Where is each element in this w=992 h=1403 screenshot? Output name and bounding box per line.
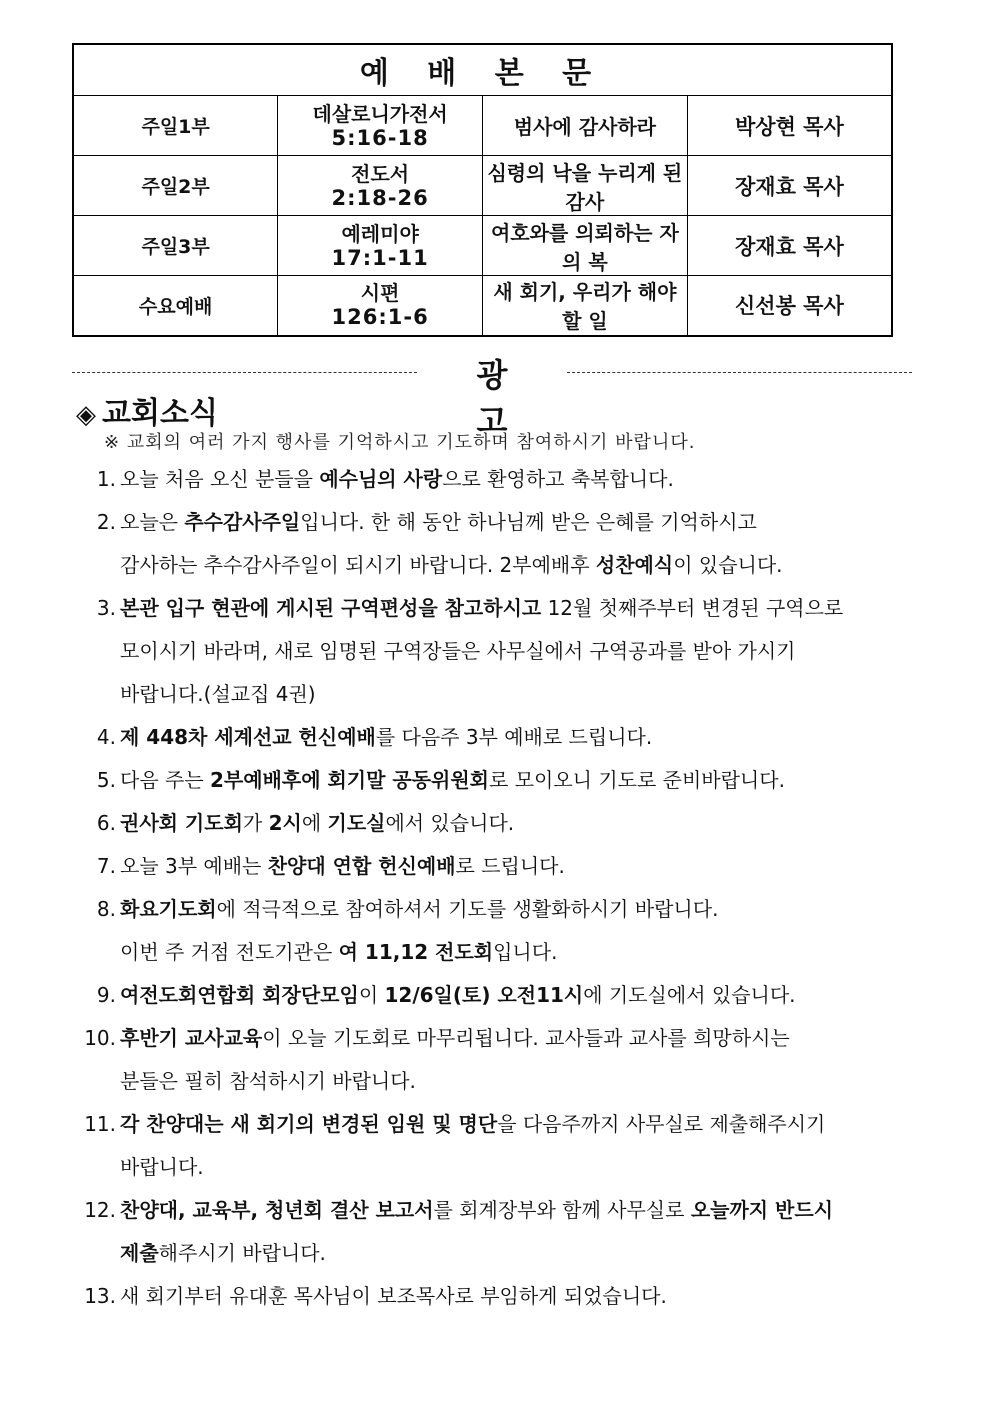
list-item-line <box>120 1060 922 1103</box>
list-item <box>72 458 922 501</box>
section-title: 교회소식 <box>102 396 218 431</box>
list-item-line <box>120 974 922 1017</box>
scripture <box>278 156 483 216</box>
service-name: 주일2부 <box>73 156 278 216</box>
body-text: 입니다. <box>493 940 558 964</box>
list-item-line <box>120 587 922 630</box>
list-item-number: 6. <box>96 811 116 835</box>
list-item <box>72 974 922 1017</box>
body-text: 오늘 3부 예배는 <box>120 854 268 878</box>
service-name: 주일3부 <box>73 216 278 276</box>
list-item <box>72 1103 922 1189</box>
list-item <box>72 587 922 716</box>
table-row <box>73 216 892 276</box>
list-item <box>72 1275 922 1318</box>
body-text: 이 있습니다. <box>673 553 783 577</box>
body-text: 에서 있습니다. <box>385 811 515 835</box>
list-item-number: 13. <box>84 1284 116 1308</box>
list-item-line <box>120 544 922 587</box>
emphasis-text: 예수님의 사랑 <box>319 467 443 491</box>
list-item-number: 1. <box>96 467 116 491</box>
emphasis-text: 여전도회연합회 회장단모임 <box>120 983 359 1007</box>
divider-left <box>72 372 417 373</box>
body-text: 오늘 처음 오신 분들을 <box>120 467 320 491</box>
body-text: 바랍니다.(설교집 4권) <box>120 682 316 706</box>
list-item <box>72 802 922 845</box>
scripture <box>278 216 483 276</box>
emphasis-text: 본관 입구 현관에 게시된 구역편성을 참고하시고 <box>120 596 542 620</box>
list-item-number: 10. <box>84 1026 116 1050</box>
list-item-line <box>120 1275 922 1318</box>
body-text: 으로 환영하고 축복합니다. <box>442 467 674 491</box>
sermon-title: 심령의 낙을 누리게 된 감사 <box>483 156 688 216</box>
pastor-name: 장재효 목사 <box>687 156 892 216</box>
service-name: 주일1부 <box>73 96 278 156</box>
scripture <box>278 276 483 336</box>
table-row <box>73 276 892 336</box>
list-item-line <box>120 845 922 888</box>
emphasis-text: 2부예배후에 회기말 공동위원회 <box>210 768 490 792</box>
scripture-book: 데살로니가전서 <box>312 101 448 126</box>
list-item-line <box>120 1017 922 1060</box>
body-text: 해주시기 바랍니다. <box>158 1241 326 1265</box>
list-item-number: 9. <box>96 983 116 1007</box>
list-item-line <box>120 1189 922 1232</box>
list-item-number: 7. <box>96 854 116 878</box>
diamond-bullet-icon: ◈ <box>76 400 96 430</box>
emphasis-text: 찬양대 연합 헌신예배 <box>267 854 456 878</box>
list-item-line <box>120 630 922 673</box>
body-text: 새 회기부터 유대훈 목사님이 보조목사로 부임하게 되었습니다. <box>120 1284 667 1308</box>
scripture-ref: 126:1-6 <box>331 305 429 330</box>
list-item-number: 12. <box>84 1198 116 1222</box>
emphasis-text: 오늘까지 반드시 <box>690 1198 834 1222</box>
sermon-table <box>72 43 893 337</box>
scripture <box>278 96 483 156</box>
emphasis-text: 2시 <box>268 811 302 835</box>
list-item-line <box>120 1232 922 1275</box>
emphasis-text: 제 448차 세계선교 헌신예배 <box>120 725 376 749</box>
body-text: 감사하는 추수감사주일이 되시기 바랍니다. 2부예배후 <box>120 553 596 577</box>
body-text: 분들은 필히 참석하시기 바랍니다. <box>120 1069 416 1093</box>
scripture-book: 예레미야 <box>341 221 419 246</box>
list-item-line <box>120 802 922 845</box>
list-item <box>72 716 922 759</box>
list-item-line <box>120 888 922 931</box>
list-item <box>72 1189 922 1275</box>
list-item-number: 11. <box>84 1112 116 1136</box>
body-text: 입니다. 한 해 동안 하나님께 받은 은혜를 기억하시고 <box>300 510 757 534</box>
emphasis-text: 찬양대, 교육부, 청년회 결산 보고서 <box>120 1198 434 1222</box>
body-text: 다음 주는 <box>120 768 210 792</box>
list-item-number: 3. <box>96 596 116 620</box>
list-item-line <box>120 458 922 501</box>
sermon-table-title: 예 배 본 문 <box>73 44 892 96</box>
scripture-ref: 17:1-11 <box>331 245 429 270</box>
body-text: 이 오늘 기도회로 마무리됩니다. 교사들과 교사를 희망하시는 <box>262 1026 790 1050</box>
body-text: 바랍니다. <box>120 1155 204 1179</box>
list-item <box>72 759 922 802</box>
emphasis-text: 권사회 기도회 <box>120 811 243 835</box>
list-item <box>72 501 922 587</box>
pastor-name: 신선봉 목사 <box>687 276 892 336</box>
body-text: 모이시기 바라며, 새로 임명된 구역장들은 사무실에서 구역공과를 받아 가시기 <box>120 639 796 663</box>
announcement-list <box>72 458 922 1318</box>
body-text: 오늘은 <box>120 510 185 534</box>
list-item-line <box>120 759 922 802</box>
table-row <box>73 156 892 216</box>
emphasis-text: 12/6일(토) 오전11시 <box>384 983 584 1007</box>
body-text: 을 다음주까지 사무실로 제출해주시기 <box>497 1112 826 1136</box>
section-heading <box>76 388 218 432</box>
list-item <box>72 845 922 888</box>
emphasis-text: 여 11,12 전도회 <box>338 940 494 964</box>
body-text: 가 <box>242 811 269 835</box>
body-text: 를 다음주 3부 예배로 드립니다. <box>375 725 653 749</box>
body-text: 에 기도실에서 있습니다. <box>583 983 796 1007</box>
emphasis-text: 성찬예식 <box>595 553 674 577</box>
body-text: 에 적극적으로 참여하셔서 기도를 생활화하시기 바랍니다. <box>216 897 719 921</box>
emphasis-text: 후반기 교사교육 <box>120 1026 263 1050</box>
ad-title: 광고 <box>476 356 538 440</box>
emphasis-text: 제출 <box>120 1241 159 1265</box>
body-text: 12월 첫째주부터 변경된 구역으로 <box>541 596 844 620</box>
sermon-title: 범사에 감사하라 <box>483 96 688 156</box>
emphasis-text: 추수감사주일 <box>184 510 301 534</box>
list-item-number: 2. <box>96 510 116 534</box>
body-text: 로 모이오니 기도로 준비바랍니다. <box>489 768 785 792</box>
body-text: 를 회계장부와 함께 사무실로 <box>433 1198 691 1222</box>
pastor-name: 장재효 목사 <box>687 216 892 276</box>
scripture-book: 시편 <box>360 281 400 306</box>
service-name: 수요예배 <box>73 276 278 336</box>
emphasis-text: 화요기도회 <box>120 897 217 921</box>
list-item-number: 5. <box>96 768 116 792</box>
list-item-line <box>120 501 922 544</box>
sermon-title: 여호와를 의뢰하는 자의 복 <box>483 216 688 276</box>
list-item-number: 4. <box>96 725 116 749</box>
list-item-line <box>120 673 922 716</box>
body-text: 이 <box>358 983 385 1007</box>
table-row <box>73 96 892 156</box>
emphasis-text: 기도실 <box>327 811 386 835</box>
body-text: 로 드립니다. <box>455 854 565 878</box>
scripture-ref: 5:16-18 <box>331 125 429 150</box>
divider-right <box>567 372 912 373</box>
sermon-title: 새 회기, 우리가 해야 할 일 <box>483 276 688 336</box>
section-note: ※ 교회의 여러 가지 행사를 기억하시고 기도하며 참여하시기 바랍니다. <box>104 432 696 453</box>
body-text: 에 <box>301 811 328 835</box>
scripture-book: 전도서 <box>351 161 410 186</box>
list-item-number: 8. <box>96 897 116 921</box>
list-item-line <box>120 1146 922 1189</box>
pastor-name: 박상현 목사 <box>687 96 892 156</box>
emphasis-text: 각 찬양대는 새 회기의 변경된 임원 및 명단 <box>120 1112 498 1136</box>
list-item <box>72 1017 922 1103</box>
list-item <box>72 888 922 974</box>
scripture-ref: 2:18-26 <box>331 185 429 210</box>
list-item-line <box>120 1103 922 1146</box>
list-item-line <box>120 931 922 974</box>
body-text: 이번 주 거점 전도기관은 <box>120 940 339 964</box>
list-item-line <box>120 716 922 759</box>
